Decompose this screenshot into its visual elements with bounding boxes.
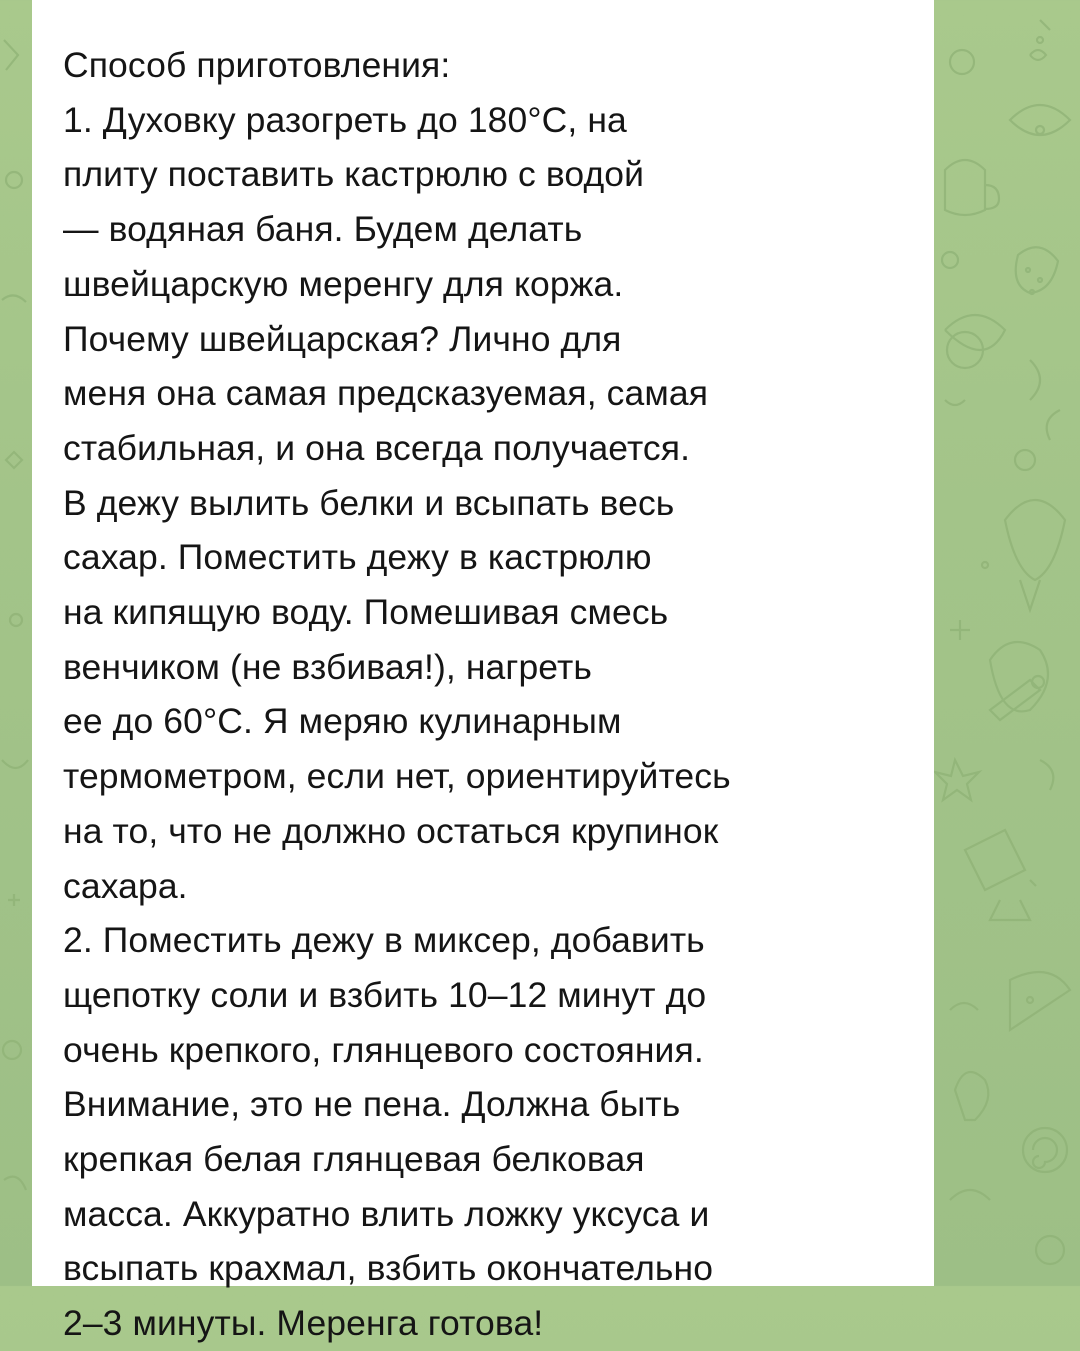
message-line: всыпать крахмал, взбить окончательно (63, 1248, 714, 1289)
message-line: ее до 60°С. Я меряю кулинарным (63, 701, 622, 742)
message-line: Способ приготовления: (63, 45, 451, 85)
message-line: 2. Поместить дежу в миксер, добавить (63, 920, 705, 961)
message-line: термометром, если нет, ориентируйтесь (63, 756, 731, 797)
message-line: Почему швейцарская? Лично для (63, 318, 622, 359)
message-line: плиту поставить кастрюлю с водой (63, 154, 645, 195)
message-text (63, 38, 904, 1351)
message-line: стабильная, и она всегда получается. (63, 427, 691, 468)
message-line: крепкая белая глянцевая белковая (63, 1139, 645, 1180)
message-line: В дежу вылить белки и всыпать весь (63, 482, 675, 523)
message-line: — водяная баня. Будем делать (63, 209, 583, 250)
message-line: венчиком (не взбивая!), нагреть (63, 646, 592, 687)
message-line: щепотку соли и взбить 10–12 минут до (63, 974, 707, 1015)
message-line: масса. Аккуратно влить ложку уксуса и (63, 1193, 710, 1234)
message-line: швейцарскую меренгу для коржа. (63, 263, 624, 304)
message-bubble[interactable] (32, 0, 934, 1344)
message-line: 1. Духовку разогреть до 180°С, на (63, 99, 627, 140)
message-line: на кипящую воду. Помешивая смесь (63, 592, 669, 633)
message-line: 2–3 минуты. Меренга готова! (63, 1303, 544, 1344)
message-line: очень крепкого, глянцевого состояния. (63, 1029, 704, 1070)
message-line: Внимание, это не пена. Должна быть (63, 1084, 681, 1125)
message-line: на то, что не должно остаться крупинок (63, 810, 719, 851)
message-line: меня она самая предсказуемая, самая (63, 373, 709, 414)
message-line: сахар. Поместить дежу в кастрюлю (63, 537, 652, 578)
message-line: сахара. (63, 865, 188, 906)
